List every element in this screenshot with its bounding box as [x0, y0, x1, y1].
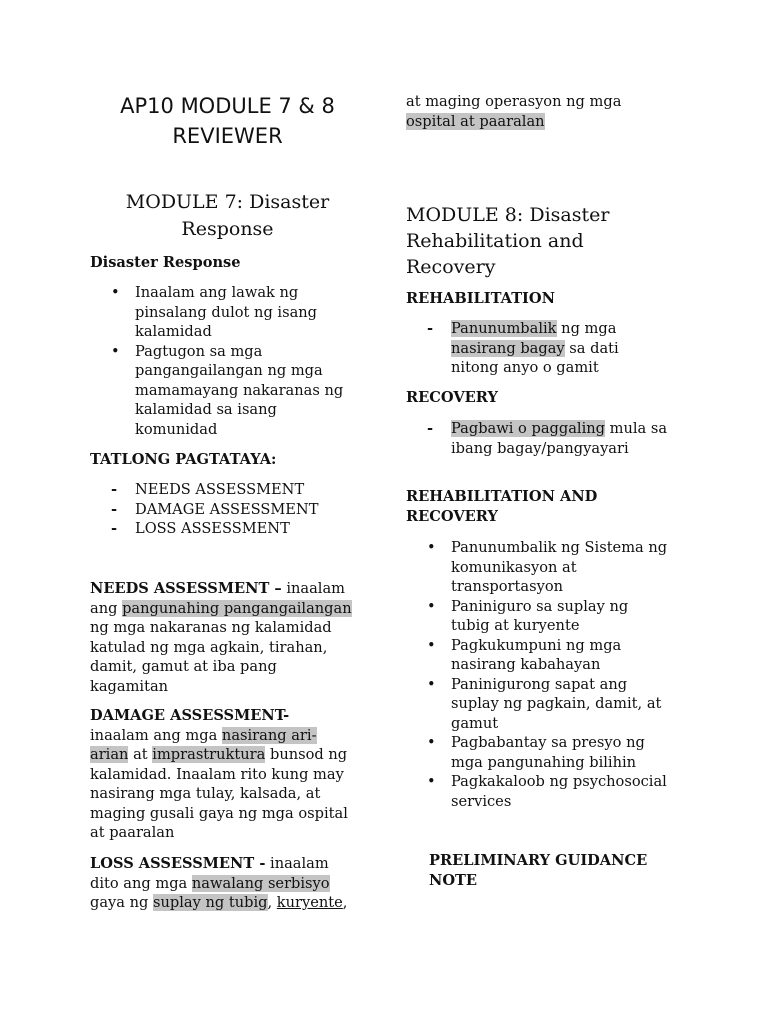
line: pangangailangan ng mga [135, 362, 323, 379]
highlight: Pagbawi o paggaling [451, 420, 605, 437]
line: Pagbabantay sa presyo ng [451, 734, 645, 751]
module7-heading [90, 189, 365, 243]
underlined-text: kuryente [276, 894, 343, 911]
list-item [406, 675, 686, 734]
text: sa dati [564, 339, 619, 357]
list-item [90, 500, 365, 520]
tatlong-pagtataya-heading: TATLONG PAGTATAYA: [90, 451, 277, 468]
text: gaya ng [90, 894, 154, 911]
line: kalamidad. Inaalam rito kung may [90, 765, 344, 783]
recovery-heading: RECOVERY [406, 389, 498, 406]
bullet-marker: • [427, 773, 436, 790]
dash-marker: - [111, 481, 118, 498]
text: , [342, 894, 348, 911]
damage-assessment-paragraph [90, 706, 370, 843]
highlight: arian [90, 746, 129, 763]
text: bunsod ng [265, 746, 348, 763]
line: mga pangunahing bilihin [451, 753, 637, 771]
line: at maging operasyon ng mga [406, 93, 622, 110]
heading-line: PRELIMINARY GUIDANCE [429, 852, 648, 869]
line: kalamidad sa isang [135, 401, 277, 418]
line: mamamayang nakaranas ng [135, 381, 344, 399]
dash-marker: - [111, 520, 118, 537]
text: inaalam [265, 855, 329, 872]
text: , [267, 894, 277, 911]
line: maging gusali gaya ng mga ospital [90, 804, 348, 822]
continued-paragraph [406, 92, 686, 131]
heading-line: MODULE 8: Disaster [406, 204, 610, 226]
line: pinsalang dulot ng isang [135, 303, 318, 321]
text: at [128, 746, 153, 763]
line: nitong anyo o gamit [451, 359, 599, 376]
disaster-response-list [90, 283, 365, 439]
line: Pagtugon sa mga [135, 342, 263, 360]
preliminary-guidance-heading [429, 851, 686, 890]
highlight: nasirang ari- [221, 726, 317, 744]
term: NEEDS ASSESSMENT – [90, 580, 282, 597]
line: Paninigurong sapat ang [451, 675, 628, 693]
line: gamut [451, 714, 499, 732]
list-item [406, 733, 686, 772]
bullet-marker: • [111, 342, 120, 360]
highlight: imprastruktura [152, 746, 266, 763]
rehab-recovery-heading [406, 487, 686, 526]
heading-line: NOTE [429, 871, 478, 889]
term: DAMAGE ASSESSMENT- [90, 707, 290, 724]
line: komunidad [135, 420, 218, 438]
heading-line: Response [181, 218, 274, 240]
highlight: Panunumbalik [451, 320, 557, 337]
line: suplay ng pagkain, damit, at [451, 695, 662, 712]
text: inaalam ang mga [90, 726, 222, 744]
item-text: LOSS ASSESSMENT [135, 520, 290, 537]
line: katulad ng mga agkain, tirahan, [90, 638, 328, 656]
text: ng mga [556, 320, 617, 337]
line: komunikasyon at [451, 558, 577, 576]
line: Pagkakaloob ng psychosocial [451, 773, 667, 790]
line: at paaralan [90, 824, 175, 841]
list-item [90, 519, 365, 539]
line: tubig at kuryente [451, 617, 580, 634]
item-text: NEEDS ASSESSMENT [135, 481, 305, 498]
list-item [406, 772, 686, 811]
disaster-response-heading: Disaster Response [90, 254, 241, 271]
list-item [90, 342, 365, 440]
heading-line: MODULE 7: Disaster [125, 191, 330, 213]
heading-line: RECOVERY [406, 507, 498, 525]
loss-assessment-paragraph [90, 854, 370, 913]
highlight: pangunahing pangangailangan [122, 599, 352, 617]
recovery-list [406, 419, 686, 458]
dash-marker: - [111, 500, 118, 518]
bullet-marker: • [427, 636, 436, 654]
line: damit, gamut at iba pang [90, 658, 277, 675]
highlight: nawalang serbisyo [191, 874, 330, 892]
line: ibang bagay/pangyayari [451, 439, 629, 457]
line: nasirang mga tulay, kalsada, at [90, 785, 321, 802]
bullet-marker: • [427, 734, 436, 751]
list-item [406, 597, 686, 636]
highlight: ospital at paaralan [406, 112, 545, 130]
bullet-marker: • [427, 675, 436, 693]
text: dito ang mga [90, 874, 192, 892]
dash-marker: - [427, 320, 434, 337]
list-item [406, 419, 686, 458]
list-item [406, 319, 686, 378]
list-item [406, 636, 686, 675]
highlight: nasirang bagay [451, 339, 565, 357]
heading-line: Rehabilitation and [406, 230, 584, 252]
text: ang [90, 599, 123, 617]
rehabilitation-list [406, 319, 686, 378]
line: ng mga nakaranas ng kalamidad [90, 619, 332, 636]
line: kalamidad [135, 323, 212, 340]
text: mula sa [604, 420, 668, 437]
line: Paniniguro sa suplay ng [451, 597, 629, 615]
rehab-recovery-list [406, 538, 686, 811]
text: inaalam [281, 580, 346, 597]
bullet-marker: • [111, 284, 120, 301]
needs-assessment-paragraph [90, 579, 370, 696]
heading-line: Recovery [406, 256, 496, 278]
line: Pagkukumpuni ng mga [451, 636, 622, 654]
tatlong-pagtataya-list [90, 480, 365, 539]
line: nasirang kabahayan [451, 656, 601, 673]
item-text: DAMAGE ASSESSMENT [135, 500, 319, 518]
bullet-marker: • [427, 597, 436, 615]
list-item [90, 283, 365, 342]
term: LOSS ASSESSMENT - [90, 855, 266, 872]
highlight: suplay ng tubig [153, 894, 268, 911]
line: kagamitan [90, 677, 169, 695]
list-item [90, 480, 365, 500]
line: Panunumbalik ng Sistema ng [451, 539, 668, 556]
list-item [406, 538, 686, 597]
line: services [451, 792, 512, 810]
module8-heading [406, 202, 686, 280]
title-line: AP10 MODULE 7 & 8 [120, 94, 335, 118]
heading-line: REHABILITATION AND [406, 488, 598, 505]
dash-marker: - [427, 420, 434, 437]
document-title [90, 91, 365, 151]
line: transportasyon [451, 578, 564, 595]
rehabilitation-heading: REHABILITATION [406, 290, 555, 307]
bullet-marker: • [427, 539, 436, 556]
line: Inaalam ang lawak ng [135, 284, 299, 301]
title-line: REVIEWER [172, 124, 283, 148]
